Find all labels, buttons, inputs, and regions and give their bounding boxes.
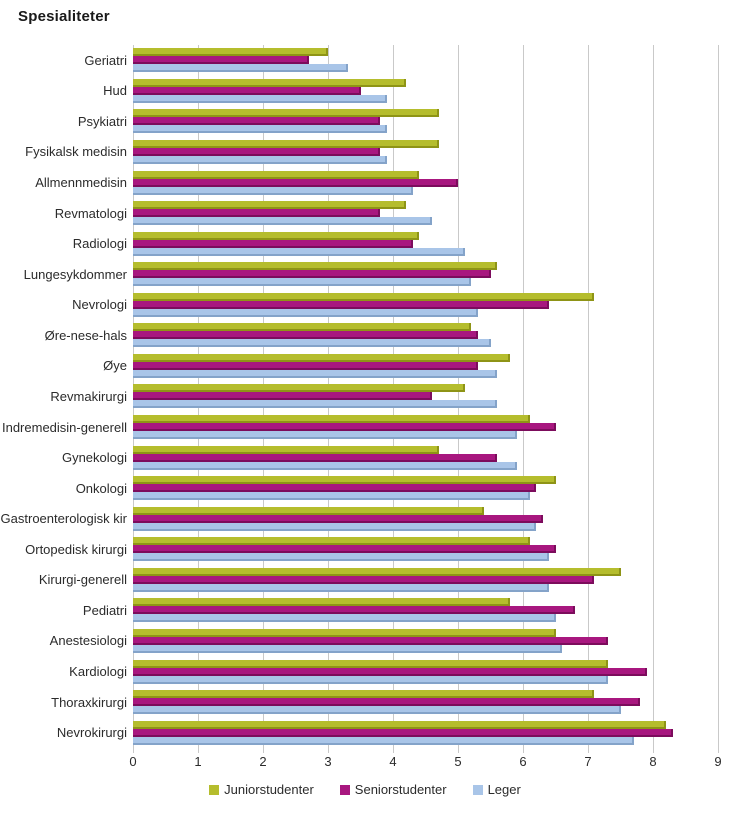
- category-label: Gynekologi: [61, 450, 127, 466]
- category-row: [0, 76, 718, 107]
- category-row: [0, 320, 718, 351]
- bar-leger: [133, 370, 497, 378]
- bar-seniorstudenter: [133, 56, 309, 64]
- category-label: Fysikalsk medisin: [25, 144, 127, 160]
- bar-group: [133, 232, 718, 256]
- bar-seniorstudenter: [133, 270, 491, 278]
- bar-leger: [133, 64, 348, 72]
- legend-label: Leger: [487, 782, 521, 797]
- bar-group: [133, 323, 718, 347]
- x-axis-tick-label: 1: [194, 754, 202, 769]
- bar-juniorstudenter: [133, 690, 594, 698]
- axis-tick: [718, 748, 719, 753]
- bar-leger: [133, 125, 387, 133]
- category-row: [0, 717, 718, 748]
- bar-group: [133, 109, 718, 133]
- legend: [0, 782, 730, 797]
- bar-group: [133, 415, 718, 439]
- x-axis: [129, 754, 722, 770]
- category-label: Pediatri: [82, 602, 127, 618]
- bar-seniorstudenter: [133, 301, 549, 309]
- bar-juniorstudenter: [133, 415, 530, 423]
- bar-juniorstudenter: [133, 384, 465, 392]
- bar-seniorstudenter: [133, 576, 594, 584]
- category-label: Gastroenterologisk kir: [0, 511, 127, 527]
- bar-juniorstudenter: [133, 721, 666, 729]
- gridline: [718, 45, 719, 748]
- bar-juniorstudenter: [133, 201, 406, 209]
- axis-tick: [198, 748, 199, 753]
- bar-seniorstudenter: [133, 240, 413, 248]
- category-label: Indremedisin-generell: [1, 419, 127, 435]
- category-row: [0, 290, 718, 321]
- bar-group: [133, 507, 718, 531]
- axis-tick: [523, 748, 524, 753]
- bar-juniorstudenter: [133, 140, 439, 148]
- bar-group: [133, 660, 718, 684]
- bar-leger: [133, 431, 517, 439]
- bar-group: [133, 48, 718, 72]
- legend-item-leger: [473, 782, 521, 797]
- category-label: Thoraxkirurgi: [51, 694, 127, 710]
- category-row: [0, 137, 718, 168]
- bar-juniorstudenter: [133, 446, 439, 454]
- bar-juniorstudenter: [133, 629, 556, 637]
- bar-juniorstudenter: [133, 109, 439, 117]
- category-row: [0, 228, 718, 259]
- category-label: Geriatri: [84, 52, 127, 68]
- bar-seniorstudenter: [133, 515, 543, 523]
- bar-leger: [133, 95, 387, 103]
- category-row: [0, 473, 718, 504]
- category-row: [0, 534, 718, 565]
- bar-group: [133, 79, 718, 103]
- bar-group: [133, 262, 718, 286]
- bar-juniorstudenter: [133, 323, 471, 331]
- axis-tick: [263, 748, 264, 753]
- category-row: [0, 565, 718, 596]
- axis-tick: [588, 748, 589, 753]
- category-row: [0, 106, 718, 137]
- category-label: Kardiologi: [69, 664, 127, 680]
- category-row: [0, 595, 718, 626]
- bar-leger: [133, 278, 471, 286]
- bar-seniorstudenter: [133, 209, 380, 217]
- bar-leger: [133, 156, 387, 164]
- bar-juniorstudenter: [133, 171, 419, 179]
- bar-leger: [133, 523, 536, 531]
- bar-leger: [133, 187, 413, 195]
- x-axis-tick-label: 9: [714, 754, 722, 769]
- x-axis-tick-label: 8: [649, 754, 657, 769]
- bar-group: [133, 721, 718, 745]
- bar-juniorstudenter: [133, 79, 406, 87]
- x-axis-tick-label: 4: [389, 754, 397, 769]
- bar-seniorstudenter: [133, 179, 458, 187]
- category-label: Lungesykdommer: [23, 266, 127, 282]
- bar-leger: [133, 462, 517, 470]
- bar-juniorstudenter: [133, 48, 328, 56]
- bar-group: [133, 293, 718, 317]
- bar-seniorstudenter: [133, 362, 478, 370]
- bar-juniorstudenter: [133, 568, 621, 576]
- category-label: Nevrokirurgi: [56, 725, 127, 741]
- category-row: [0, 259, 718, 290]
- bar-seniorstudenter: [133, 668, 647, 676]
- category-label: Revmatologi: [54, 205, 127, 221]
- category-row: [0, 381, 718, 412]
- category-label: Øye: [103, 358, 127, 374]
- bar-leger: [133, 645, 562, 653]
- bar-seniorstudenter: [133, 117, 380, 125]
- bar-group: [133, 140, 718, 164]
- category-label: Ortopedisk kirurgi: [25, 541, 127, 557]
- bar-leger: [133, 706, 621, 714]
- x-axis-tick-label: 2: [259, 754, 267, 769]
- bar-group: [133, 629, 718, 653]
- legend-swatch-icon: [209, 785, 219, 795]
- category-label: Øre-nese-hals: [44, 327, 127, 343]
- bar-juniorstudenter: [133, 476, 556, 484]
- bar-group: [133, 201, 718, 225]
- bar-seniorstudenter: [133, 606, 575, 614]
- bar-group: [133, 568, 718, 592]
- bar-seniorstudenter: [133, 454, 497, 462]
- bar-seniorstudenter: [133, 698, 640, 706]
- axis-ticks-layer: [133, 748, 718, 753]
- bar-leger: [133, 676, 608, 684]
- bar-group: [133, 354, 718, 378]
- bar-group: [133, 537, 718, 561]
- category-row: [0, 167, 718, 198]
- bar-leger: [133, 400, 497, 408]
- bar-leger: [133, 309, 478, 317]
- x-axis-tick-label: 7: [584, 754, 592, 769]
- category-label: Radiologi: [72, 236, 127, 252]
- legend-label: Juniorstudenter: [224, 782, 314, 797]
- x-axis-tick-label: 6: [519, 754, 527, 769]
- bar-seniorstudenter: [133, 423, 556, 431]
- bar-leger: [133, 217, 432, 225]
- bar-leger: [133, 492, 530, 500]
- category-label: Allmennmedisin: [35, 175, 127, 191]
- x-axis-tick-label: 3: [324, 754, 332, 769]
- category-row: [0, 442, 718, 473]
- bar-seniorstudenter: [133, 331, 478, 339]
- bar-seniorstudenter: [133, 729, 673, 737]
- axis-tick: [458, 748, 459, 753]
- bar-seniorstudenter: [133, 484, 536, 492]
- bar-juniorstudenter: [133, 598, 510, 606]
- bar-leger: [133, 339, 491, 347]
- category-label: Hud: [103, 83, 127, 99]
- legend-item-juniorstudenter: [209, 782, 314, 797]
- bar-seniorstudenter: [133, 87, 361, 95]
- bar-seniorstudenter: [133, 637, 608, 645]
- category-label: Revmakirurgi: [50, 388, 127, 404]
- axis-tick: [133, 748, 134, 753]
- category-label: Kirurgi-generell: [38, 572, 127, 588]
- bar-leger: [133, 248, 465, 256]
- category-row: [0, 412, 718, 443]
- bar-juniorstudenter: [133, 660, 608, 668]
- legend-swatch-icon: [340, 785, 350, 795]
- bar-group: [133, 171, 718, 195]
- category-row: [0, 45, 718, 76]
- bar-seniorstudenter: [133, 545, 556, 553]
- chart-title: Spesialiteter: [18, 8, 110, 25]
- bar-leger: [133, 553, 549, 561]
- bar-group: [133, 690, 718, 714]
- category-label: Onkologi: [75, 480, 127, 496]
- bar-juniorstudenter: [133, 293, 594, 301]
- bar-seniorstudenter: [133, 148, 380, 156]
- category-label: Nevrologi: [72, 297, 127, 313]
- axis-tick: [393, 748, 394, 753]
- category-label: Psykiatri: [77, 113, 127, 129]
- category-row: [0, 351, 718, 382]
- axis-tick: [328, 748, 329, 753]
- bar-juniorstudenter: [133, 354, 510, 362]
- category-row: [0, 198, 718, 229]
- bar-group: [133, 476, 718, 500]
- bar-juniorstudenter: [133, 262, 497, 270]
- legend-label: Seniorstudenter: [354, 782, 447, 797]
- bar-juniorstudenter: [133, 507, 484, 515]
- bar-group: [133, 598, 718, 622]
- bar-leger: [133, 584, 549, 592]
- bar-seniorstudenter: [133, 392, 432, 400]
- bar-leger: [133, 737, 634, 745]
- category-row: [0, 503, 718, 534]
- category-row: [0, 687, 718, 718]
- bar-rows: [0, 45, 718, 748]
- bar-leger: [133, 614, 556, 622]
- bar-group: [133, 446, 718, 470]
- bar-juniorstudenter: [133, 232, 419, 240]
- legend-item-seniorstudenter: [340, 782, 447, 797]
- legend-swatch-icon: [473, 785, 483, 795]
- category-label: Anestesiologi: [49, 633, 127, 649]
- x-axis-tick-label: 5: [454, 754, 462, 769]
- x-axis-tick-label: 0: [129, 754, 137, 769]
- category-row: [0, 656, 718, 687]
- bar-group: [133, 384, 718, 408]
- bar-juniorstudenter: [133, 537, 530, 545]
- axis-tick: [653, 748, 654, 753]
- category-row: [0, 626, 718, 657]
